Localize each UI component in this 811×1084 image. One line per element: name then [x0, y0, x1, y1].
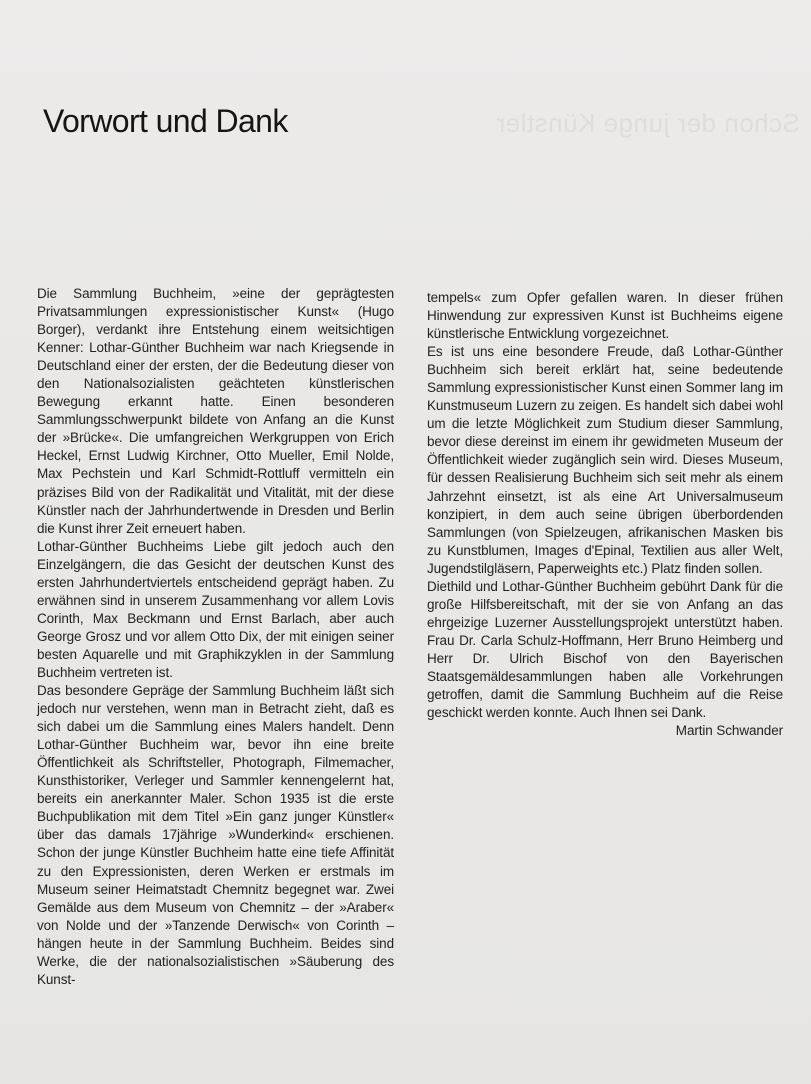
- text-column-right: [427, 289, 783, 740]
- author-signature: Martin Schwander: [675, 723, 783, 739]
- page-title: Vorwort und Dank: [43, 103, 288, 139]
- paragraph: Lothar-Günther Buchheims Liebe gilt jedoch auch den Einzelgängern, die das Gesicht der deutschen Kunst des ersten Jahrhundertviertels entscheidend geprägt haben. Zu erwähnen sind in unserem Zusammenhang vor allem Lovis Corinth, Max Beckmann und Ernst Barlach, aber auch George Grosz und vor allem Otto Dix, der mit einigen seiner besten Aquarelle und mit Graphikzyklen in der Sammlung Buchheim vertreten ist.: [37, 538, 394, 680]
- paragraph: Diethild und Lothar-Günther Buchheim gebührt Dank für die große Hilfsbereitschaft, mit der sie von Anfang an das ehrgeizige Luzerner Ausstellungsprojekt unterstützt haben. Frau Dr. Carla Schulz-Hoffmann, Herr Bruno Heimberg und Herr Dr. Ulrich Bischof von den Bayerischen Staatsgemäldesammlungen haben alle Vorkehrungen getroffen, damit die Sammlung Buchheim auf die Reise geschickt werden konnte. Auch Ihnen sei Dank.: [427, 578, 783, 721]
- bleed-through-text: Schon der junge Künstler: [496, 108, 800, 138]
- paragraph: Das besondere Gepräge der Sammlung Buchheim läßt sich jedoch nur verstehen, wenn man in Betracht zieht, daß es sich dabei um die Sammlung eines Malers handelt. Denn Lothar-Günther Buchheim war, bevor ihn eine breite Öffentlichkeit als Schriftsteller, Photograph, Filmemacher, Kunsthistoriker, Verleger und Sammler kennengelernt hat, bereits ein anerkannter Maler. Schon 1935 ist die erste Buchpublikation mit dem Titel »Ein ganz junger Künstler« über das damals 17jährige »Wunderkind« erschienen. Schon der junge Künstler Buchheim hatte eine tiefe Affinität zu den Expressionisten, deren Werken er erstmals im Museum seiner Heimatstadt Chemnitz begegnet war. Zwei Gemälde aus dem Museum von Chemnitz – der »Araber« von Nolde und der »Tanzende Derwisch« von Corinth – hängen heute in der Sammlung Buchheim. Beides sind Werke, die der nationalsozialistischen »Säuberung des Kunst-: [37, 683, 394, 987]
- text-column-left: [37, 285, 394, 989]
- paragraph: Es ist uns eine besondere Freude, daß Lothar-Günther Buchheim sich bereit erklärt hat, seine bedeutende Sammlung expressionistischer Kunst einen Sommer lang im Kunstmuseum Luzern zu zeigen. Es handelt sich dabei wohl um die letzte Möglichkeit zum Studium dieser Sammlung, bevor diese dereinst im einem ihr gewidmeten Museum der Öffentlichkeit wieder zugänglich sein wird. Dieses Museum, für dessen Realisierung Buchheim sich seit mehr als einem Jahrzehnt einsetzt, ist als eine Art Universalmuseum konzipiert, in dem auch seine übrigen überbordenden Sammlungen (von Spielzeugen, afrikanischen Masken bis zu Kunstblumen, Images d'Epinal, Textilien aus aller Welt, Jugendstilgläsern, Paperweights etc.) Platz finden sollen.: [427, 344, 783, 576]
- paragraph: Die Sammlung Buchheim, »eine der geprägtesten Privatsammlungen expressionistischer Kunst« (Hugo Borger), verdankt ihre Entstehung einem weitsichtigen Kenner: Lothar-Günther Buchheim war nach Kriegsende in Deutschland einer der ersten, der die Bedeutung dieser von den Nationalsozialisten geächteten künstlerischen Bewegung erkannt hatte. Einen besonderen Sammlungsschwerpunkt bildete von Anfang an die Kunst der »Brücke«. Die umfangreichen Werkgruppen von Erich Heckel, Ernst Ludwig Kirchner, Otto Mueller, Emil Nolde, Max Pechstein und Karl Schmidt-Rottluff vermitteln ein präzises Bild von der Radikalität und Vitalität, mit der diese Künstler nach der Jahrhundertwende in Dresden und Berlin die Kunst ihrer Zeit erneuert haben.: [37, 286, 394, 536]
- paragraph: tempels« zum Opfer gefallen waren. In dieser frühen Hinwendung zur expressiven Kunst ist Buchheims eigene künstlerische Entwicklung vorgezeichnet.: [427, 290, 783, 342]
